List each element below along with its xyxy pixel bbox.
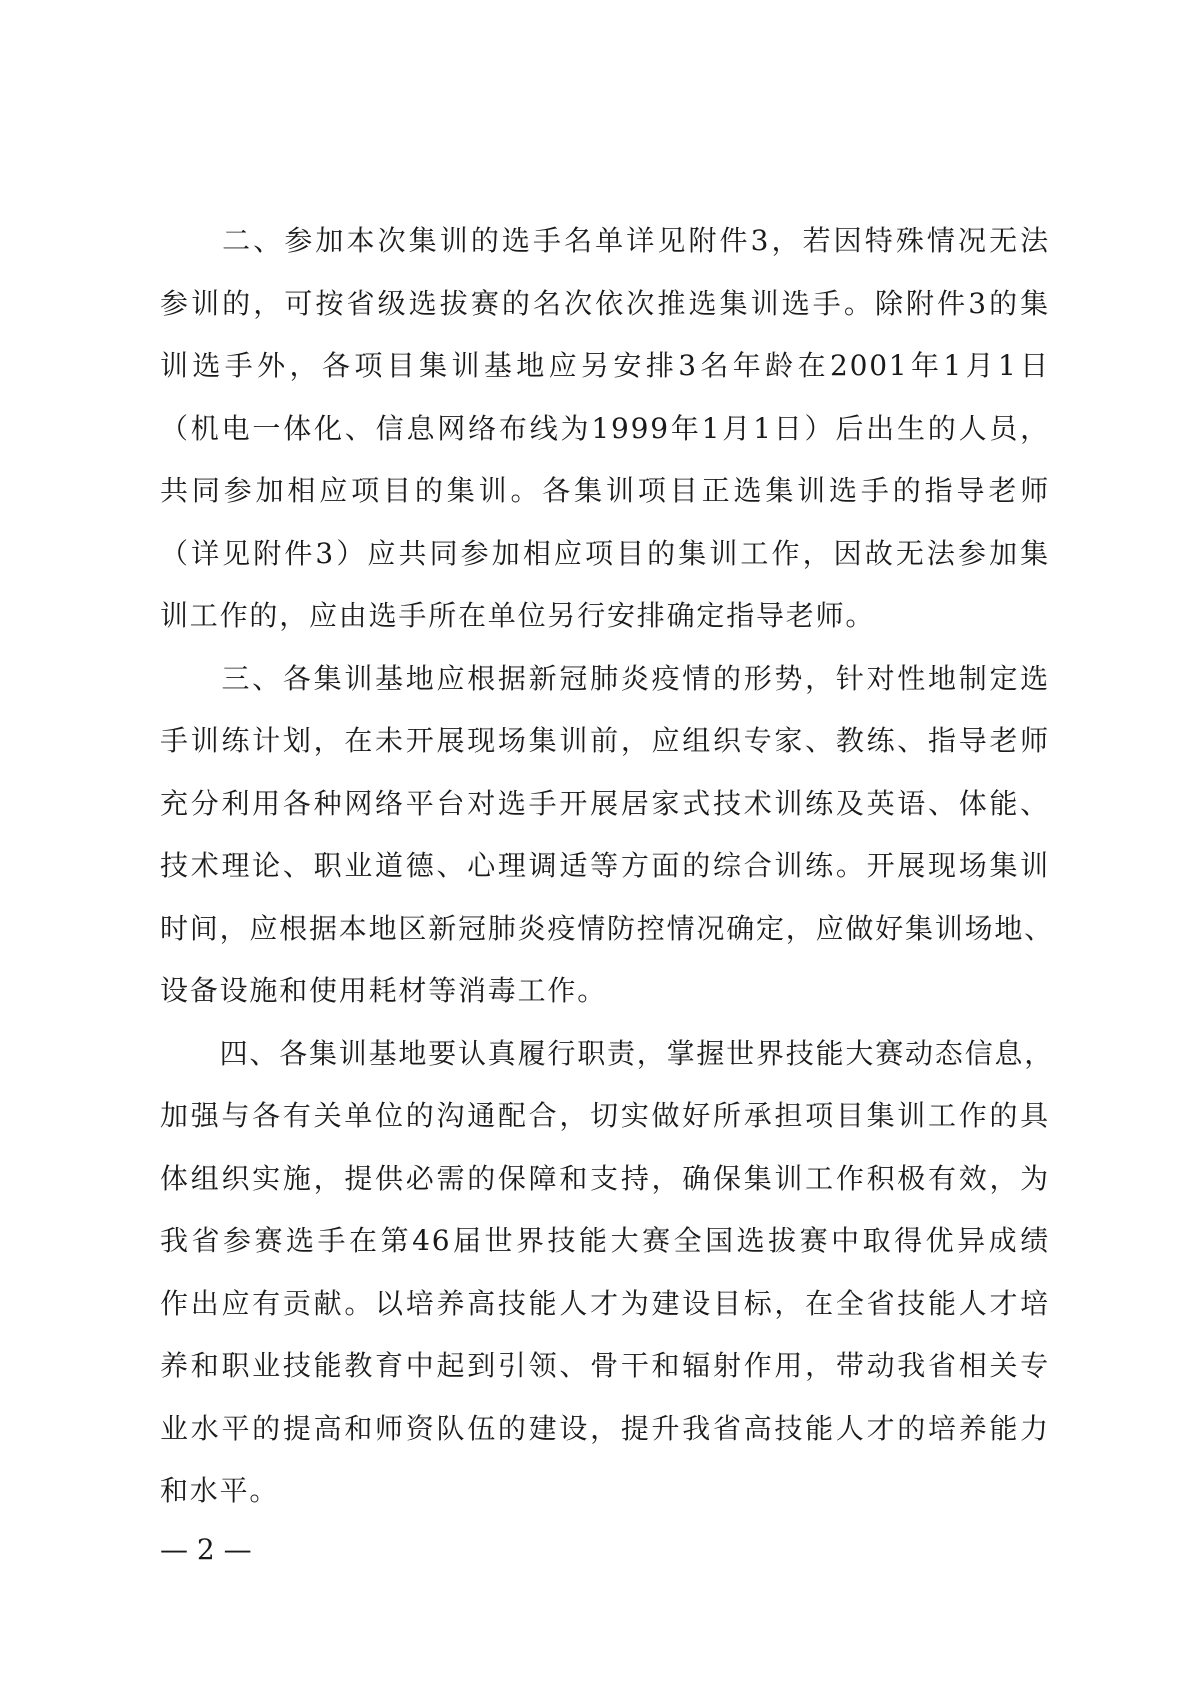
paragraph-4 bbox=[160, 1023, 1055, 1523]
text-line: 二、参加本次集训的选手名单详见附件3，若因特殊情况无法 bbox=[160, 224, 1050, 257]
page-number: — 2 — bbox=[160, 1533, 252, 1566]
text-line: 共同参加相应项目的集训。各集训项目正选集训选手的指导老师 bbox=[160, 474, 1050, 507]
paragraph-2 bbox=[160, 210, 1050, 648]
text-line: 手训练计划，在未开展现场集训前，应组织专家、教练、指导老师 bbox=[160, 724, 1050, 757]
text-line: 和水平。 bbox=[160, 1474, 280, 1507]
text-line: 作出应有贡献。以培养高技能人才为建设目标，在全省技能人才培 bbox=[160, 1286, 1050, 1320]
text-line: （机电一体化、信息网络布线为1999年1月1日）后出生的人员， bbox=[160, 411, 1050, 445]
text-line: 养和职业技能教育中起到引领、骨干和辐射作用，带动我省相关专 bbox=[160, 1349, 1050, 1382]
text-line: 参训的，可按省级选拔赛的名次依次推选集训选手。除附件3的集 bbox=[160, 286, 1050, 320]
text-line: （详见附件3）应共同参加相应项目的集训工作，因故无法参加集 bbox=[160, 536, 1050, 570]
text-line: 我省参赛选手在第46届世界技能大赛全国选拔赛中取得优异成绩 bbox=[160, 1224, 1050, 1257]
text-line: 业水平的提高和师资队伍的建设，提升我省高技能人才的培养能力 bbox=[160, 1411, 1050, 1445]
text-line: 时间，应根据本地区新冠肺炎疫情防控情况确定，应做好集训场地、 bbox=[160, 911, 1055, 945]
text-line: 训工作的，应由选手所在单位另行安排确定指导老师。 bbox=[160, 599, 876, 632]
text-line: 设备设施和使用耗材等消毒工作。 bbox=[160, 974, 608, 1007]
text-line: 体组织实施，提供必需的保障和支持，确保集训工作积极有效，为 bbox=[160, 1161, 1050, 1195]
text-line: 充分利用各种网络平台对选手开展居家式技术训练及英语、体能、 bbox=[160, 786, 1050, 820]
text-line: 训选手外，各项目集训基地应另安排3名年龄在2001年1月1日 bbox=[160, 349, 1050, 382]
text-line: 技术理论、职业道德、心理调适等方面的综合训练。开展现场集训 bbox=[160, 849, 1050, 882]
text-line: 四、各集训基地要认真履行职责，掌握世界技能大赛动态信息， bbox=[160, 1036, 1055, 1070]
text-line: 三、各集训基地应根据新冠肺炎疫情的形势，针对性地制定选 bbox=[160, 661, 1050, 695]
paragraph-3 bbox=[160, 648, 1055, 1023]
document-body bbox=[160, 210, 1055, 1523]
text-line: 加强与各有关单位的沟通配合，切实做好所承担项目集训工作的具 bbox=[160, 1099, 1050, 1132]
